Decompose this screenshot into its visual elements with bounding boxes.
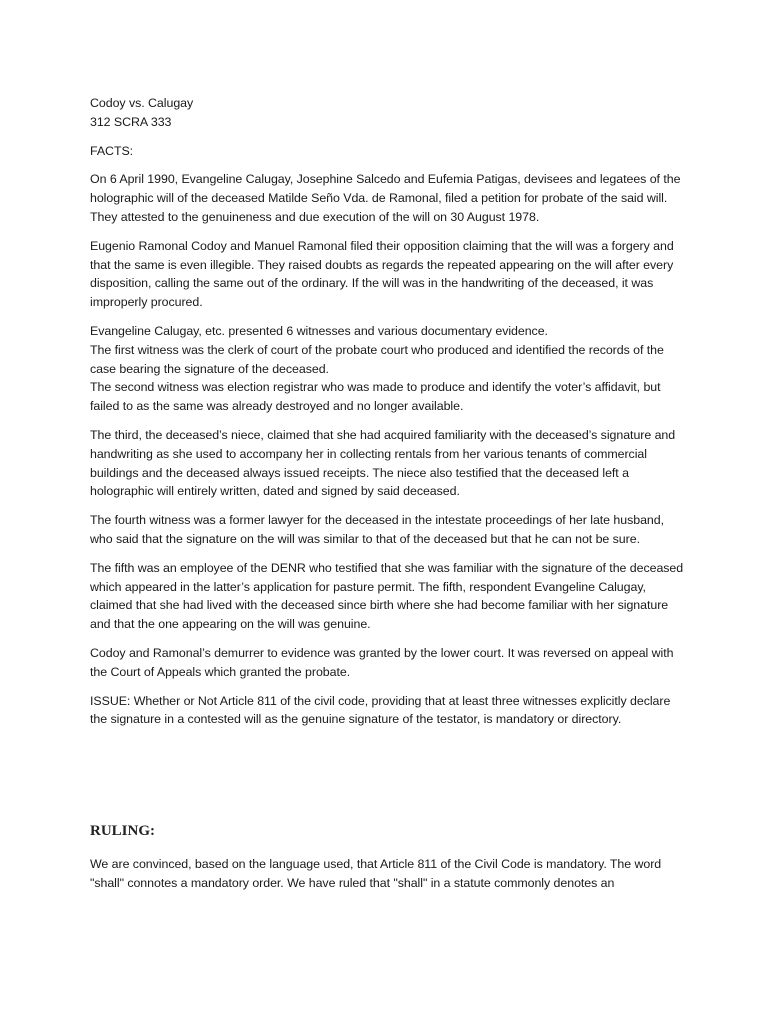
paragraph-text: The third, the deceased’s niece, claimed that she had acquired familiarity with the deceased’s signature and handwriting as she used to accompany her in collecting rentals from her various tenants of commercial buildings and the deceased always issued receipts. The niece also testified that the deceased left a holographic will entirely written, dated and signed by said deceased. (90, 427, 676, 499)
paragraph (90, 559, 684, 634)
paragraph-text: The fourth witness was a former lawyer for the deceased in the intestate proceedings of her late husband, who said that the signature on the will was similar to that of the deceased but that he can not be sure. (90, 513, 664, 546)
witness-line: The first witness was the clerk of court of the probate court who produced and identified the records of the case bearing the signature of the deceased. (90, 342, 664, 376)
paragraph (90, 511, 684, 549)
witness-line: The second witness was election registrar who was made to produce and identify the voter’s affidavit, but failed to as the same was already destroyed and no longer available. (90, 380, 661, 414)
ruling-heading: RULING: (90, 823, 156, 840)
paragraph (90, 170, 684, 226)
issue-paragraph (90, 692, 684, 730)
paragraph-text: The fifth was an employee of the DENR who testified that she was familiar with the signature of the deceased which appeared in the latter’s application for pasture permit. The fifth, respondent Evangeline Calugay, claimed that she had lived with the deceased since birth where she had become familiar with her signature and that the one appearing on the will was genuine. (90, 560, 684, 632)
paragraph (90, 426, 684, 501)
case-header (90, 94, 684, 132)
paragraph-text: Eugenio Ramonal Codoy and Manuel Ramonal filed their opposition claiming that the will was a forgery and that the same is even illegible. They raised doubts as regards the repeated appearing on the will after every disposition, calling the same out of the ordinary. If the will was in the handwriting of the deceased, it was improperly procured. (90, 238, 674, 310)
case-citation: 312 SCRA 333 (90, 114, 172, 129)
ruling-paragraph (90, 855, 684, 893)
witness-paragraph (90, 322, 684, 416)
case-title: Codoy vs. Calugay (90, 96, 194, 110)
paragraph-text: Codoy and Ramonal’s demurrer to evidence was granted by the lower court. It was reversed on appeal with the Court of Appeals which granted the probate. (90, 645, 674, 679)
witness-line: Evangeline Calugay, etc. presented 6 witnesses and various documentary evidence. (90, 323, 548, 338)
paragraph-text: On 6 April 1990, Evangeline Calugay, Josephine Salcedo and Eufemia Patigas, devisees and legatees of the holographic will of the deceased Matilde Seño Vda. de Ramonal, filed a petition for probate of the said will. They attested to the genuineness and due execution of the will on 30 August 1978. (90, 172, 681, 224)
spacer (90, 739, 684, 821)
paragraph (90, 237, 684, 312)
paragraph (90, 644, 684, 682)
ruling-text: We are convinced, based on the language used, that Article 811 of the Civil Code is mandatory. The word "shall" connotes a mandatory order. We have ruled that "shall" in a statute commonly denotes an (90, 857, 662, 890)
facts-label: FACTS: (90, 143, 134, 158)
issue-text: ISSUE: Whether or Not Article 811 of the civil code, providing that at least three witnesses explicitly declare the signature in a contested will as the genuine signature of the testator, is mandatory or directory. (90, 693, 671, 727)
